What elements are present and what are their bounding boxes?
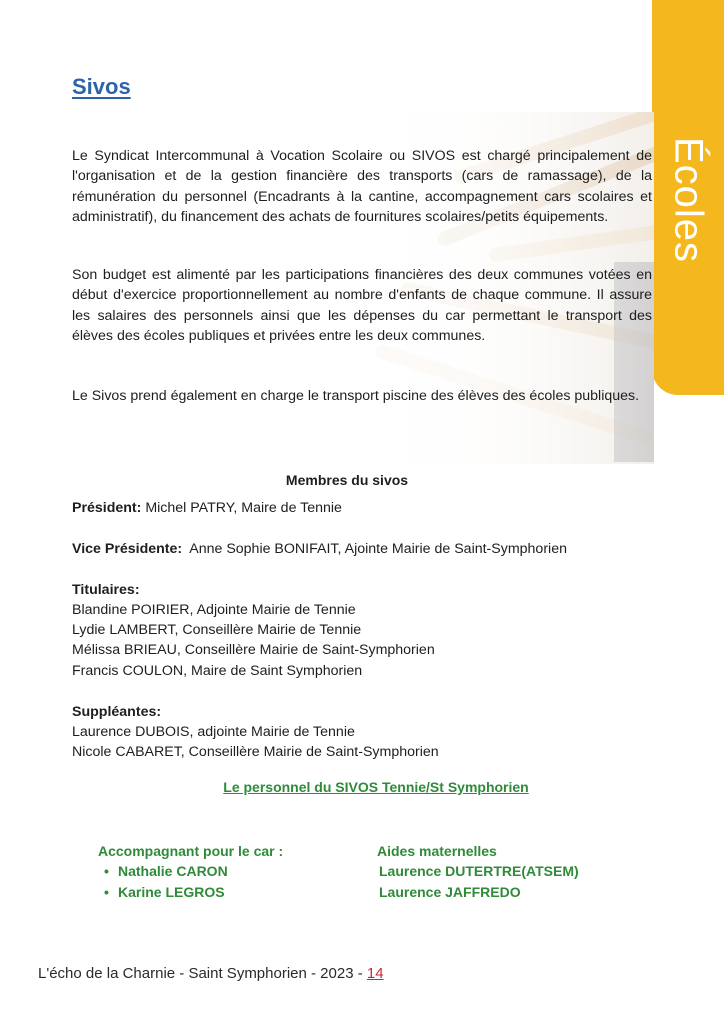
paragraph-budget: Son budget est alimenté par les participations financières des deux communes votées en début d'exercice proportionnellement au nombre d'enfants de chaque commune. Il assure les salaires des personnels ainsi que les dépenses du car permettant le transport des élèves des écoles publiques et privées entre les deux communes.	[72, 267, 652, 345]
page-title: Sivos	[72, 74, 131, 99]
accompagnant-column	[98, 841, 283, 902]
page-number: 14	[366, 965, 384, 982]
aides-label: Aides maternelles	[377, 843, 497, 859]
members-title: Membres du sivos	[285, 472, 409, 488]
list-item: Laurence JAFFREDO	[379, 883, 521, 900]
aides-column	[377, 841, 579, 902]
titulaire-item: Francis COULON, Maire de Saint Symphorien	[72, 663, 363, 679]
president-value: Michel PATRY, Maire de Tennie	[141, 500, 342, 516]
vice-president-value: Anne Sophie BONIFAIT, Ajointe Mairie de Saint-Symphorien	[182, 541, 567, 557]
suppleante-item: Nicole CABARET, Conseillère Mairie de Saint-Symphorien	[72, 744, 439, 760]
bullet-icon: •	[104, 883, 109, 900]
paragraph-intro: Le Syndicat Intercommunal à Vocation Scolaire ou SIVOS est chargé principalement de l'organisation et de la gestion financière des transports (cars de ramassage), de la rémunération du personnel (Encadrants à la cantine, accompagnement cars scolaires et administratif), du financement des achats de fournitures scolaires/petits équipements.	[72, 148, 652, 226]
suppleante-item: Laurence DUBOIS, adjointe Mairie de Tennie	[72, 724, 355, 740]
list-item: • Nathalie CARON	[98, 861, 283, 882]
list-item: • Karine LEGROS	[98, 882, 283, 903]
president-label: Président:	[72, 500, 142, 516]
section-tab	[652, 0, 724, 395]
footer-text: L'écho de la Charnie - Saint Symphorien - 2023 -	[38, 965, 367, 982]
titulaire-item: Mélissa BRIEAU, Conseillère Mairie de Saint-Symphorien	[72, 642, 435, 658]
titulaire-item: Blandine POIRIER, Adjointe Mairie de Tennie	[72, 602, 356, 618]
bullet-icon: •	[104, 863, 109, 879]
footer	[38, 965, 384, 982]
president-line	[72, 498, 342, 518]
paragraph-piscine: Le Sivos prend également en charge le transport piscine des élèves des écoles publiques.	[72, 388, 640, 404]
suppleantes-label: Suppléantes:	[72, 704, 162, 720]
titulaires-label: Titulaires:	[72, 582, 140, 598]
accompagnant-label: Accompagnant pour le car :	[98, 843, 284, 859]
titulaire-item: Lydie LAMBERT, Conseillère Mairie de Tennie	[72, 622, 362, 638]
staff-title: Le personnel du SIVOS Tennie/St Symphorien	[223, 779, 529, 795]
section-tab-label: Écoles	[666, 136, 711, 264]
vice-president-line	[72, 539, 567, 559]
list-item: Laurence DUTERTRE(ATSEM)	[379, 863, 579, 879]
vice-president-label: Vice Présidente:	[72, 541, 183, 557]
